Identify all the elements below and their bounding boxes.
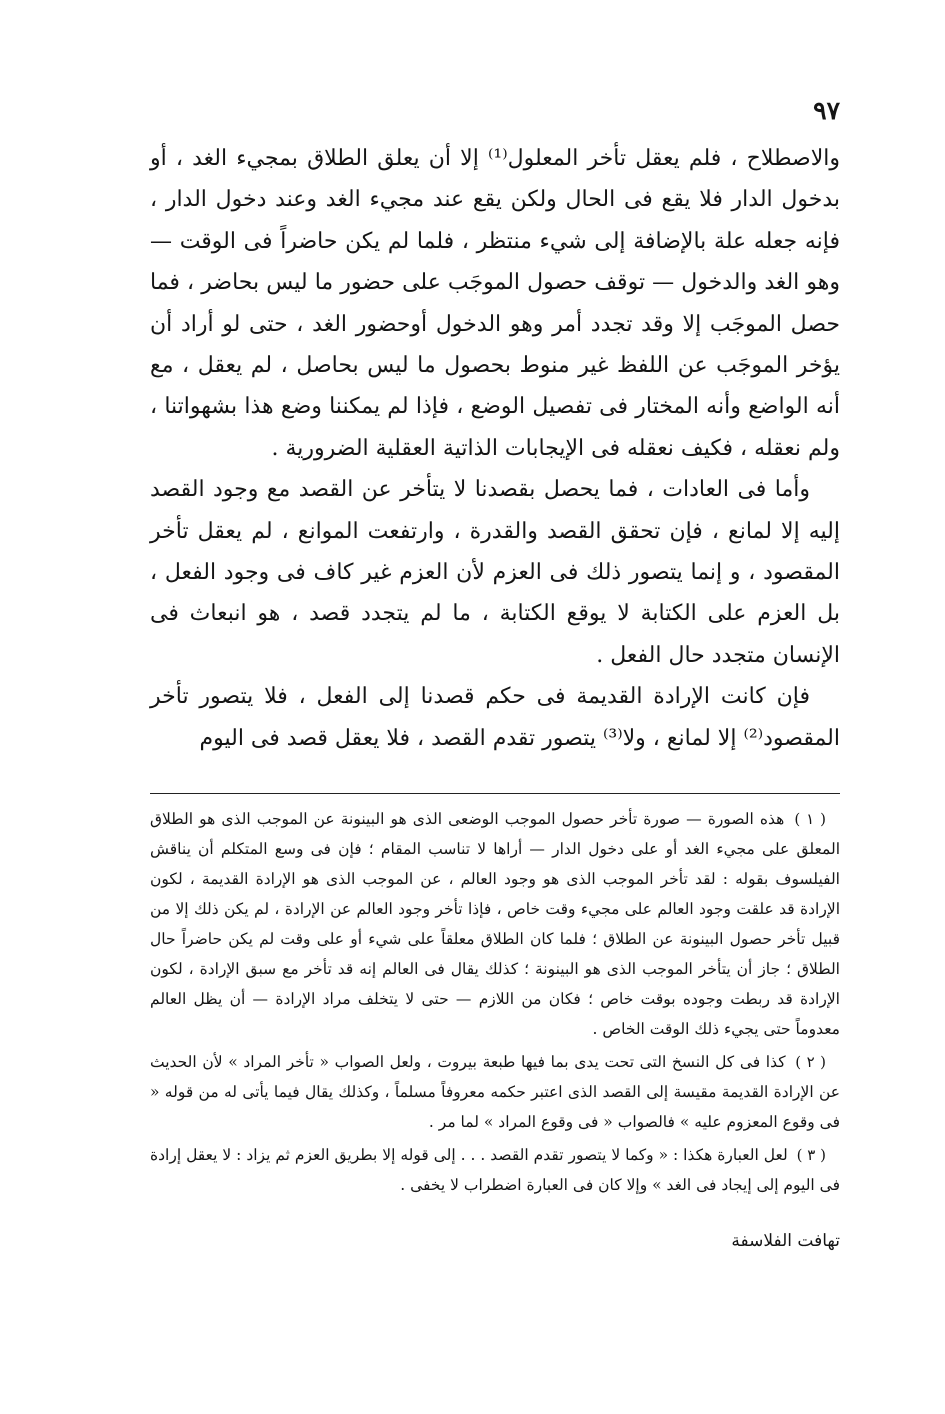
footnote-3-marker: ( ٣ ) — [796, 1146, 826, 1164]
book-page — [150, 96, 840, 1296]
footnote-divider — [150, 793, 840, 794]
main-paragraph-3: فإن كانت الإرادة القديمة فى حكم قصدنا إلى الفعل ، فلا يتصور تأخر المقصود⁽²⁾ إلا لمانع ، ولا⁽³⁾ يتصور تقدم القصد ، فلا يعقل قصد فى اليوم — [150, 684, 840, 751]
footnote-1-marker: ( ١ ) — [794, 810, 826, 828]
footnote-2 — [150, 1047, 840, 1137]
main-text-body — [150, 138, 840, 759]
footnote-1 — [150, 804, 840, 1044]
footnote-3-text: لعل العبارة هكذا : « وكما لا يتصور تقدم القصد . . . إلى قوله إلا بطريق العزم ثم يزاد : لا يعقل إرادة فى اليوم إلى إيجاد فى الغد » وإلا كان فى العبارة اضطراب لا يخفى . — [150, 1146, 840, 1194]
footnote-1-text: هذه الصورة — صورة تأخر حصول الموجب الوضعى الذى هو البينونة عن الموجب الذى هو الطلاق المعلق على مجيء الغد أو على دخول الدار — أراها لا تناسب المقام ؛ فإن فى وسع المتكلم أن يناقش الفيلسوف بقوله : لقد تأخر الموجب الذى هو وجود العالم ، عن الموجب الذى هو الإرادة القديمة ، لكون الإرادة قد علقت وجود العالم على مجيء وقت خاص ، فإذا تأخر وجود العالم عن الإرادة ، لم يكن ذلك إلا من قبيل تأخر حصول البينونة عن الطلاق ؛ فلما كان الطلاق معلقاً على شيء أو على وقت لم يكن حاضراً حال الطلاق ؛ جاز أن يتأخر الموجب الذى هو البينونة ؛ كذلك يقال فى العالم إنه قد تأخر مع سبق الإرادة ، لكون الإرادة قد ربطت وجوده بوقت خاص ؛ فكان من اللازم — حتى لا يتخلف مراد الإرادة — أن يظل العالم معدوماً حتى يجيء ذلك الوقت الخاص . — [150, 810, 840, 1038]
book-title-footer: تهافت الفلاسفة — [731, 1231, 840, 1251]
main-paragraph-2: وأما فى العادات ، فما يحصل بقصدنا لا يتأخر عن القصد مع وجود القصد إليه إلا لمانع ، فإن تحقق القصد والقدرة ، وارتفعت الموانع ، لم يعقل تأخر المقصود ، و إنما يتصور ذلك فى العزم لأن العزم غير كاف فى وجود الفعل ، بل العزم على الكتابة لا يوقع الكتابة ، ما لم يتجدد قصد ، هو انبعاث فى الإنسان متجدد حال الفعل . — [150, 477, 840, 668]
page-number: ٩٧ — [813, 96, 840, 125]
footnotes-section — [150, 804, 840, 1203]
main-paragraph-1: والاصطلاح ، فلم يعقل تأخر المعلول⁽¹⁾ إلا أن يعلق الطلاق بمجيء الغد ، أو بدخول الدار فلا يقع فى الحال ولكن يقع عند مجيء الغد وعند دخول الدار ، فإنه جعله علة بالإضافة إلى شيء منتظر ، فلما لم يكن حاضراً فى الوقت — وهو الغد والدخول — توقف حصول الموجَب على حضور ما ليس بحاضر ، فما حصل الموجَب إلا وقد تجدد أمر وهو الدخول أوحضور الغد ، حتى لو أراد أن يؤخر الموجَب عن اللفظ غير منوط بحصول ما ليس بحاصل ، لم يعقل ، مع أنه الواضع وأنه المختار فى تفصيل الوضع ، فإذا لم يمكننا وضع هذا بشهواتنا ، ولم نعقله ، فكيف نعقله فى الإيجابات الذاتية العقلية الضرورية . — [150, 146, 840, 461]
footnote-2-text: كذا فى كل النسخ التى تحت يدى بما فيها طبعة بيروت ، ولعل الصواب « تأخر المراد » لأن الحديث عن الإرادة القديمة مقيسة إلى القصد الذى اعتبر حكمه معروفاً مسلماً ، وكذلك يقال فيما يأتى له من قوله « فى وقوع المعزوم عليه » فالصواب « فى وقوع المراد » لما مر . — [150, 1053, 840, 1131]
footnote-2-marker: ( ٢ ) — [795, 1053, 827, 1071]
footnote-3 — [150, 1140, 840, 1200]
